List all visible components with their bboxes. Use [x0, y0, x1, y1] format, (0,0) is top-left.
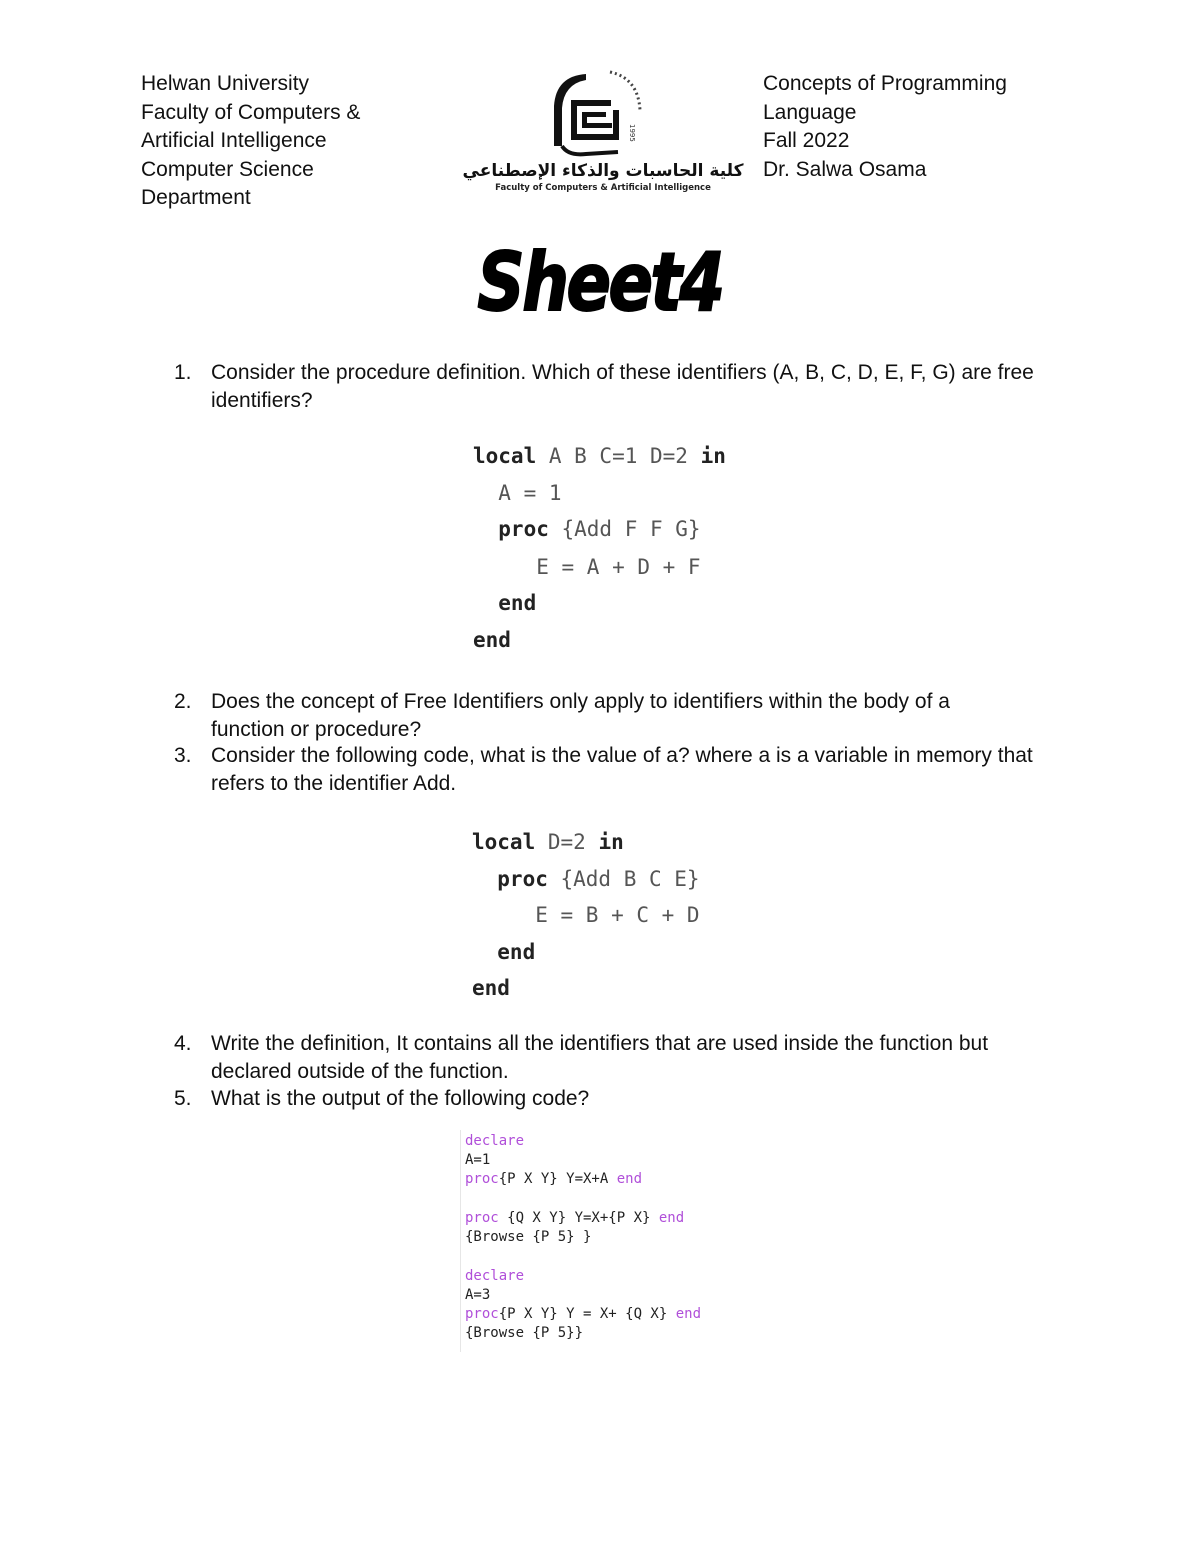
code-line: {Browse {P 5} }: [465, 1229, 592, 1245]
question-2: [174, 688, 1074, 743]
code-line: {Browse {P 5}}: [465, 1325, 584, 1341]
question-text: Does the concept of Free Identifiers only apply to identifiers within the body of a: [211, 690, 950, 713]
question-number: 5.: [174, 1087, 192, 1110]
question-number: 2.: [174, 690, 192, 713]
code-line: end: [473, 628, 511, 652]
code-line: A = 1: [473, 481, 562, 505]
question-text: refers to the identifier Add.: [211, 771, 457, 795]
faculty-logo-icon: [462, 66, 744, 196]
header-right-line: Fall 2022: [763, 129, 850, 152]
question-number: 1.: [174, 361, 192, 384]
question-text: What is the output of the following code?: [211, 1087, 590, 1110]
question-number: 3.: [174, 744, 192, 767]
header-right-line: Dr. Salwa Osama: [763, 157, 927, 181]
code-line: A=1: [465, 1152, 491, 1168]
code-screenshot: [460, 1130, 751, 1352]
question-text: Consider the procedure definition. Which of these identifiers (A, B, C, D, E, F, G) are free: [211, 361, 1034, 384]
code-line: proc {Q X Y} Y=X+{P X} end: [465, 1210, 685, 1226]
header-left-line: Helwan University: [141, 72, 310, 95]
question-1: [174, 359, 1074, 414]
header-left-line: Faculty of Computers &: [141, 100, 361, 124]
svg-text:1995: 1995: [628, 124, 636, 142]
header-course-info: [763, 70, 1007, 184]
header-left-line: Computer Science: [141, 157, 314, 181]
question-text: function or procedure?: [211, 717, 422, 741]
code-line: proc {Add F F G}: [473, 517, 701, 541]
code-line: local A B C=1 D=2 in: [473, 444, 726, 468]
question-3: [174, 742, 1074, 797]
faculty-logo: [462, 66, 744, 196]
code-line: declare: [465, 1133, 525, 1149]
question-text: Consider the following code, what is the value of a? where a is a variable in memory that: [211, 744, 1033, 767]
header-left-line: Artificial Intelligence: [141, 129, 327, 152]
code-line: proc {Add B C E}: [472, 867, 700, 891]
question-5: [174, 1085, 1074, 1113]
code-line: proc{P X Y} Y = X+ {Q X} end: [465, 1306, 702, 1322]
code-line: E = B + C + D: [472, 903, 700, 927]
question-text: declared outside of the function.: [211, 1059, 509, 1083]
header-right-line: Concepts of Programming: [763, 72, 1007, 95]
question-text: Write the definition, It contains all the identifiers that are used inside the function but: [211, 1032, 989, 1055]
code-line: end: [472, 940, 536, 964]
question-number: 4.: [174, 1032, 192, 1055]
code-line: end: [473, 591, 537, 615]
header-university-info: [141, 70, 360, 213]
question-text: identifiers?: [211, 388, 313, 412]
header-left-line: Department: [141, 186, 251, 209]
code-line: proc{P X Y} Y=X+A end: [465, 1171, 643, 1187]
code-line: E = A + D + F: [473, 555, 701, 579]
code-line: declare: [465, 1268, 525, 1284]
logo-english-name: Faculty of Computers & Artificial Intelligence: [495, 183, 711, 193]
logo-arabic-name: كلية الحاسبات والذكاء الإصطناعي: [462, 161, 744, 181]
question-4: [174, 1030, 1074, 1085]
code-line: A=3: [465, 1287, 491, 1303]
code-line: local D=2 in: [472, 830, 624, 854]
header-right-line: Language: [763, 100, 857, 124]
code-line: end: [472, 976, 510, 1000]
page-title: Sheet4: [477, 236, 723, 329]
